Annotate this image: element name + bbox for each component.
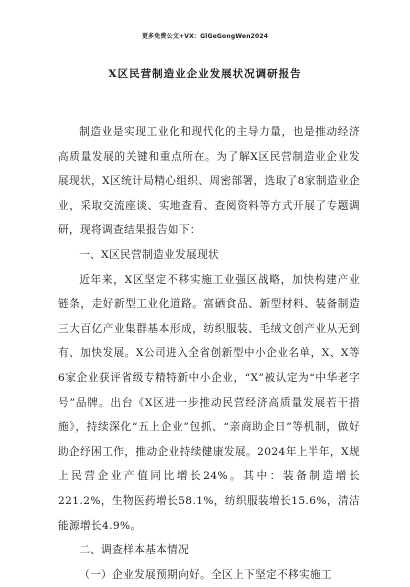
document-body: [58, 120, 360, 587]
header-note: 更多免费公文+VX：GlGeGongWen2024: [141, 33, 269, 40]
section-1-paragraph: 近年来，X区坚定不移实施工业强区战略，加快构建产业链条，走好新型工业化道路。富硒食品、新型材料、装备制造三大百亿产业集群基本形成，纺织服装、毛绒文创产业从无到有、加快发展。X公司进入全省创新型中小企业名单，X、X等6家企业获评省级专精特新中小企业，“X”被认定为“中华老字号”品牌。出台《X区进一步推动民营经济高质量发展若干措施》，持续深化“五上企业”包抓、“亲商助企日”等机制，做好助企纾困工作，推动企业持续健康发展。2024年上半年，X规上民营企业产值同比增长24%。其中：装备制造增长221.2%，生物医药增长58.1%，纺织服装增长15.6%，清洁能源增长4.9%。: [58, 273, 360, 532]
section-heading-2: 二、调查样本基本情况: [79, 544, 190, 557]
subsection-1-paragraph: （一）企业发展预期向好。全区上下坚定不移实施工: [79, 568, 333, 581]
intro-paragraph: 制造业是实现工业化和现代化的主导力量，也是推动经济高质量发展的关键和重点所在。为了解X区民营制造业企业发展现状，X区统计局精心组织、周密部署，选取了8家制造业企业，采取交流座谈、实地查看、查阅资料等方式开展了专题调研，现将调查结果报告如下：: [58, 126, 360, 237]
document-title: X区民营制造业企业发展状况调研报告: [108, 68, 302, 80]
section-heading-1: 一、X区民营制造业发展现状: [79, 248, 220, 261]
